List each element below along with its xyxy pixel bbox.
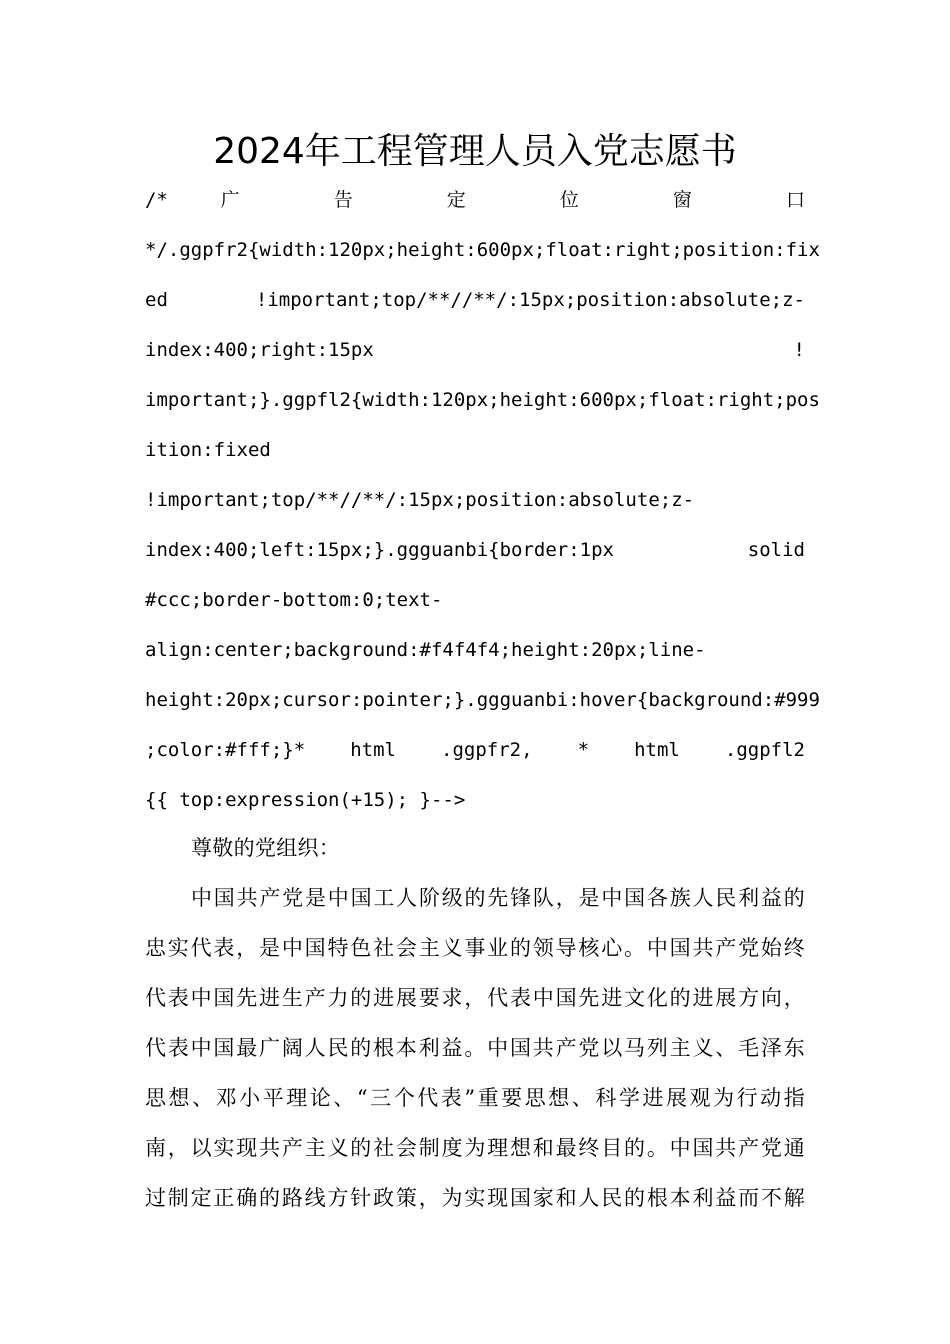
code-line: ;color:#fff;}* html .ggpfr2, * html .ggpfl2 [145, 739, 805, 761]
code-line: #ccc;border-bottom:0;text- [145, 589, 443, 611]
code-line: */.ggpfr2{width:120px;height:600px;float:right;position:fix [145, 239, 820, 261]
code-line: index:400;right:15px ! [145, 339, 805, 361]
code-line: important;}.ggpfl2{width:120px;height:600px;float:right;pos [145, 389, 820, 411]
code-line: height:20px;cursor:pointer;}.ggguanbi:hover{background:#999 [145, 689, 820, 711]
body-line: 南，以实现共产主义的社会制度为理想和最终目的。中国共产党通 [145, 1136, 805, 1160]
code-line: /* 广 告 定 位 窗 口 [145, 189, 805, 211]
code-line: {{ top:expression(+15); }--> [145, 789, 466, 811]
code-line: align:center;background:#f4f4f4;height:20px;line- [145, 639, 706, 661]
document-title: 2024年工程管理人员入党志愿书 [213, 131, 737, 172]
code-line: index:400;left:15px;}.ggguanbi{border:1px solid [145, 539, 805, 561]
body-line: 代表中国先进生产力的进展要求，代表中国先进文化的进展方向， [145, 986, 805, 1010]
code-line: !important;top/**//**/:15px;position:absolute;z- [145, 489, 695, 511]
body-line: 代表中国最广阔人民的根本利益。中国共产党以马列主义、毛泽东 [145, 1036, 805, 1060]
salutation: 尊敬的党组织： [191, 836, 341, 860]
body-line: 中国共产党是中国工人阶级的先锋队，是中国各族人民利益的 [191, 886, 805, 910]
body-line: 忠实代表，是中国特色社会主义事业的领导核心。中国共产党始终 [145, 936, 805, 960]
code-line: ition:fixed [145, 439, 271, 461]
body-line: 思想、邓小平理论、“三个代表”重要思想、科学进展观为行动指 [145, 1086, 805, 1110]
code-line: ed !important;top/**//**/:15px;position:absolute;z- [145, 289, 805, 311]
body-line: 过制定正确的路线方针政策，为实现国家和人民的根本利益而不解 [145, 1186, 805, 1210]
